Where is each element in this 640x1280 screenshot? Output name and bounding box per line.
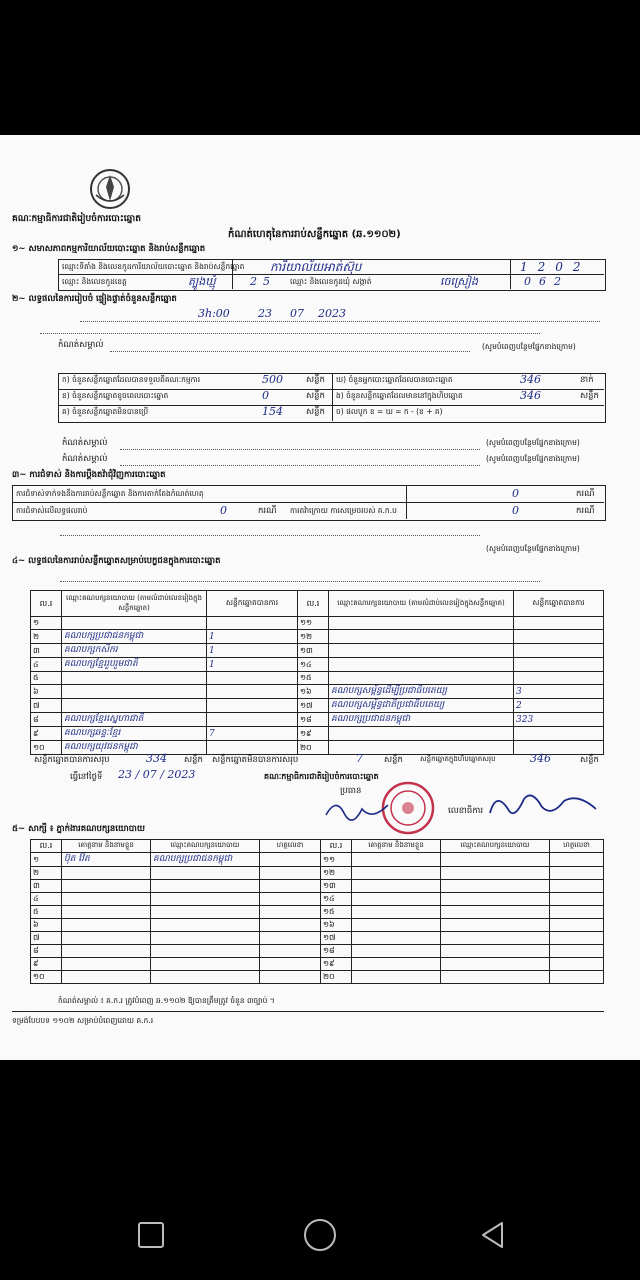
witness-name	[62, 932, 151, 945]
party-votes	[514, 630, 604, 644]
row-no: ៩	[31, 958, 62, 971]
recent-apps-button[interactable]	[138, 1222, 164, 1248]
count-value: 500	[262, 373, 283, 386]
witness-party	[151, 893, 260, 906]
witness-name: ប៊ុត វ៉ែត	[62, 853, 151, 867]
count-label: គ) ចំនួនសន្លឹកឆ្នោតមិនបានប្រើ	[62, 407, 149, 416]
count-label: ខ) ចំនួនសន្លឹកឆ្នោតខូចពេលបោះឆ្នោត	[62, 391, 169, 400]
w-col-no-left: ល.រ	[31, 840, 62, 853]
table-row	[31, 685, 604, 699]
witness-sign	[550, 880, 604, 893]
committee-small: គណៈកម្មាធិការជាតិរៀបចំការបោះឆ្នោត	[264, 772, 379, 781]
section2-title: ២~ លទ្ធផលនៃការរៀបចំ ផ្ទៀងផ្ទាត់ចំនួនសន្លឹកឆ្នោត	[12, 294, 177, 304]
party-name: គណបក្សប្រជាជនកម្ពុជា	[329, 713, 514, 727]
party-votes	[514, 644, 604, 658]
party-votes	[207, 699, 298, 713]
witness-sign	[260, 945, 321, 958]
row-no: ១៦	[298, 685, 329, 699]
row-no: ១៤	[298, 658, 329, 672]
row-no: ១៨	[321, 945, 352, 958]
count-value-right: 346	[520, 373, 541, 386]
witness-party	[441, 932, 550, 945]
party-name: គណបក្សសម្ព័ន្ធជាតិប្រជាធិបតេយ្យ	[329, 699, 514, 713]
witness-party	[441, 853, 550, 867]
witness-sign	[260, 893, 321, 906]
witness-name	[352, 958, 441, 971]
table-row	[31, 958, 604, 971]
row-no: ១១	[298, 617, 329, 630]
objection-label-1: ការជំទាស់ទាក់ទងនឹងការរាប់សន្លឹកឆ្នោត និងការតាក់តែងកំណត់ហេតុ	[16, 489, 204, 498]
objection-unit-2: ករណី	[258, 506, 277, 516]
witness-sign	[260, 971, 321, 984]
col-name-left: ឈ្មោះគណបក្សនយោបាយ (តាមលំដាប់លេខរៀងក្នុងសន្លឹកឆ្នោត)	[62, 591, 207, 617]
fill-hint-3: (សូមបំពេញបន្ថែមផ្នែកខាងក្រោម)	[486, 544, 580, 553]
home-button[interactable]	[304, 1219, 336, 1251]
province-value: ត្បូងឃ្មុំ	[188, 275, 216, 288]
party-name: គណបក្សកសិករ	[62, 644, 207, 658]
witness-party	[441, 906, 550, 919]
witness-sign	[550, 919, 604, 932]
table-row	[31, 893, 604, 906]
table-row	[31, 672, 604, 685]
witness-party: គណបក្សប្រជាជនកម្ពុជា	[151, 853, 260, 867]
total-valid-label: សន្លឹកឆ្នោតបានការសរុប	[34, 755, 110, 765]
row-no: ១៣	[321, 880, 352, 893]
form-title: កំណត់ហេតុនៃការរាប់សន្លឹកឆ្នោត (ឆ.១១០២)	[228, 229, 401, 240]
witness-sign	[260, 932, 321, 945]
party-votes: 3	[514, 685, 604, 699]
emblem-icon	[88, 167, 132, 211]
party-votes	[207, 617, 298, 630]
witness-party	[151, 932, 260, 945]
w-col-name-right: គោត្តនាម និងនាមខ្លួន	[352, 840, 441, 853]
row-no: ៩	[31, 727, 62, 741]
col-no-left: ល.រ	[31, 591, 62, 617]
party-name	[329, 617, 514, 630]
witness-name	[352, 932, 441, 945]
party-votes: 1	[207, 630, 298, 644]
table-row	[31, 617, 604, 630]
w-col-name-left: គោត្តនាម និងនាមខ្លួន	[62, 840, 151, 853]
table-row	[31, 932, 604, 945]
row-no: ៤	[31, 893, 62, 906]
row-no: ១១	[321, 853, 352, 867]
back-button[interactable]	[478, 1220, 508, 1250]
witness-name	[62, 893, 151, 906]
party-votes	[207, 672, 298, 685]
witness-party	[441, 867, 550, 880]
count-unit-right: សន្លឹក	[580, 391, 599, 401]
witness-sign	[550, 893, 604, 906]
chair-signature-icon	[322, 795, 392, 827]
party-votes	[207, 741, 298, 755]
commune-value: ចេស្រៀង	[440, 275, 478, 288]
section5-title: ៥~ សាក្សី ៖ ភ្នាក់ងារគណបក្សនយោបាយ	[12, 824, 145, 834]
count-label-right: ឃ) ចំនួនអ្នកបោះឆ្នោតដែលបានបោះឆ្នោត	[336, 375, 453, 384]
results-table	[30, 590, 604, 755]
table-row	[31, 880, 604, 893]
note-label-2b: កំណត់សម្គាល់	[62, 438, 108, 448]
witness-sign	[550, 971, 604, 984]
row-no: ១៩	[321, 958, 352, 971]
party-votes: 323	[514, 713, 604, 727]
table-row	[31, 971, 604, 984]
row-no: ២	[31, 867, 62, 880]
unit-invalid: សន្លឹក	[384, 755, 403, 765]
w-col-party-left: ឈ្មោះគណបក្សនយោបាយ	[151, 840, 260, 853]
footer-note: កំណត់សម្គាល់ ៖ គ.ក.រ ត្រូវបំពេញ ឆ.១១០២ ឱ្យបានត្រឹមត្រូវ ចំនួន ៣ច្បាប់ ។	[58, 996, 275, 1005]
witness-party	[151, 945, 260, 958]
row-no: ២	[31, 630, 62, 644]
office-value: ការិយាល័យអាត់ស៊ុប	[270, 260, 362, 274]
w-col-sign-right: ហត្ថលេខា	[550, 840, 604, 853]
count-unit: សន្លឹក	[306, 391, 325, 401]
party-name	[329, 630, 514, 644]
witness-table	[30, 839, 604, 984]
row-no: ១៥	[298, 672, 329, 685]
row-no: ១៧	[298, 699, 329, 713]
party-name: គណបក្សប្រជាជនកម្ពុជា	[62, 630, 207, 644]
table-row	[31, 741, 604, 755]
witness-name	[62, 867, 151, 880]
witness-party	[151, 958, 260, 971]
count-value-right: 346	[520, 389, 541, 402]
row-no: ៥	[31, 906, 62, 919]
date-value: 23 / 07 / 2023	[118, 768, 196, 781]
witness-sign	[550, 945, 604, 958]
unit-valid: សន្លឹក	[184, 755, 203, 765]
note-label-2: កំណត់សម្គាល់	[58, 340, 104, 350]
table-row	[31, 727, 604, 741]
party-name: គណបក្សខ្មែររួបរួមជាតិ	[62, 658, 207, 672]
party-name	[329, 672, 514, 685]
witness-sign	[550, 906, 604, 919]
objection-value-3: 0	[512, 504, 519, 517]
count-label-right: ង) ចំនួនសន្លឹកឆ្នោតដែលមាននៅក្នុងហិបឆ្នោត	[336, 391, 463, 400]
witness-party	[151, 971, 260, 984]
party-name: គណបក្សយុវជនកម្ពុជា	[62, 741, 207, 755]
witness-name	[62, 880, 151, 893]
party-name: គណបក្សឆន្ទៈខ្មែរ	[62, 727, 207, 741]
commune-code: 062	[524, 275, 569, 288]
total-box-value: 346	[530, 752, 551, 765]
party-name	[62, 617, 207, 630]
section1-title: ១~ សមាសភាពកម្មការិយាល័យបោះឆ្នោត និងរាប់សន្លឹកឆ្នោត	[12, 244, 206, 254]
date-label: ធ្វើនៅថ្ងៃទី	[70, 772, 103, 782]
year-value: 2023	[318, 307, 346, 320]
row-no: ១០	[31, 971, 62, 984]
fill-hint-2c: (សូមបំពេញបន្ថែមផ្នែកខាងក្រោម)	[486, 454, 580, 463]
table-row	[31, 906, 604, 919]
witness-name	[352, 880, 441, 893]
witness-name	[62, 919, 151, 932]
party-votes	[514, 741, 604, 755]
witness-sign	[260, 867, 321, 880]
witness-sign	[260, 958, 321, 971]
witness-sign	[260, 880, 321, 893]
witness-party	[441, 958, 550, 971]
row-no: ៤	[31, 658, 62, 672]
row-no: ៨	[31, 945, 62, 958]
witness-sign	[260, 919, 321, 932]
witness-party	[151, 880, 260, 893]
row-no: ១៨	[298, 713, 329, 727]
chair-label: ប្រធាន	[340, 786, 362, 796]
table-row	[31, 644, 604, 658]
unit-box: សន្លឹក	[580, 755, 599, 765]
row-no: ២០	[298, 741, 329, 755]
section3-title: ៣~ ការជំទាស់ និងការប្ដឹងតវ៉ាជុំវិញការបោះឆ្នោត	[12, 470, 166, 480]
witness-sign	[550, 853, 604, 867]
witness-name	[352, 853, 441, 867]
total-valid-value: 334	[146, 752, 167, 765]
party-name	[62, 685, 207, 699]
row-no: ១	[31, 853, 62, 867]
province-label: ឈ្មោះ និងលេខកូដខេត្ត	[62, 277, 127, 286]
row-no: ៧	[31, 699, 62, 713]
party-votes	[207, 713, 298, 727]
witness-name	[352, 971, 441, 984]
time-value: 3h:00	[198, 307, 230, 320]
witness-party	[441, 919, 550, 932]
witness-name	[62, 971, 151, 984]
witness-name	[352, 867, 441, 880]
witness-party	[441, 971, 550, 984]
fill-hint-2b: (សូមបំពេញបន្ថែមផ្នែកខាងក្រោម)	[486, 438, 580, 447]
table-row	[31, 630, 604, 644]
objection-label-2: ការជំទាស់លើលទ្ធផលរាប់	[16, 506, 88, 515]
witness-party	[441, 893, 550, 906]
witness-sign	[260, 906, 321, 919]
table-row	[31, 867, 604, 880]
row-no: ៣	[31, 644, 62, 658]
witness-sign	[260, 853, 321, 867]
row-no: ១៥	[321, 906, 352, 919]
witness-name	[352, 906, 441, 919]
count-label: ក) ចំនួនសន្លឹកឆ្នោតដែលបានទទួលពីគណៈកម្មការ	[62, 375, 201, 384]
row-no: ១៤	[321, 893, 352, 906]
commune-label: ឈ្មោះ និងលេខកូដឃុំ សង្កាត់	[290, 277, 372, 286]
w-col-no-right: ល.រ	[321, 840, 352, 853]
count-unit-right: នាក់	[580, 375, 594, 385]
col-votes-right: សន្លឹកឆ្នោតបានការ	[514, 591, 604, 617]
document-page	[0, 135, 640, 1060]
table-row	[31, 699, 604, 713]
witness-sign	[550, 958, 604, 971]
note-label-2c: កំណត់សម្គាល់	[62, 454, 108, 464]
witness-sign	[550, 867, 604, 880]
row-no: ១	[31, 617, 62, 630]
witness-sign	[550, 932, 604, 945]
table-row	[31, 919, 604, 932]
count-unit: សន្លឹក	[306, 375, 325, 385]
secretary-signature-icon	[484, 787, 604, 827]
w-col-sign-left: ហត្ថលេខា	[260, 840, 321, 853]
row-no: ១២	[321, 867, 352, 880]
row-no: ១២	[298, 630, 329, 644]
objection-value-1: 0	[512, 487, 519, 500]
row-no: ១៩	[298, 727, 329, 741]
table-row	[31, 658, 604, 672]
total-invalid-value: 7	[356, 752, 363, 765]
row-no: ១៣	[298, 644, 329, 658]
col-name-right: ឈ្មោះគណបក្សនយោបាយ (តាមលំដាប់លេខរៀងក្នុងសន្លឹកឆ្នោត)	[329, 591, 514, 617]
row-no: ១៦	[321, 919, 352, 932]
witness-name	[62, 958, 151, 971]
witness-name	[352, 893, 441, 906]
witness-name	[352, 919, 441, 932]
party-name: គណបក្សសម្ព័ន្ធដើម្បីប្រជាធិបតេយ្យ	[329, 685, 514, 699]
party-votes: 7	[207, 727, 298, 741]
count-unit: សន្លឹក	[306, 407, 325, 417]
party-votes: 1	[207, 658, 298, 672]
party-votes: 1	[207, 644, 298, 658]
table-row	[31, 853, 604, 867]
party-votes	[207, 685, 298, 699]
fill-hint-2: (សូមបំពេញបន្ថែមផ្នែកខាងក្រោម)	[482, 342, 576, 351]
party-votes	[514, 617, 604, 630]
office-code: 1202	[520, 260, 591, 274]
total-invalid-label: សន្លឹកឆ្នោតមិនបានការសរុប	[212, 755, 299, 765]
objection-unit-3: ករណី	[576, 506, 595, 516]
secretary-label: លេខាធិការ	[448, 806, 484, 816]
row-no: ៦	[31, 919, 62, 932]
section4-title: ៤~ លទ្ធផលនៃការរាប់សន្លឹកឆ្នោតសម្រាប់បេក្ខជនក្នុងការបោះឆ្នោត	[12, 556, 221, 566]
office-label: ឈ្មោះទីតាំង និងលេខកូដការិយាល័យបោះឆ្នោត និងរាប់សន្លឹកឆ្នោត	[62, 262, 245, 271]
count-value: 0	[262, 389, 269, 402]
witness-party	[151, 867, 260, 880]
witness-name	[352, 945, 441, 958]
day-value: 23	[258, 307, 272, 320]
party-name	[62, 699, 207, 713]
row-no: ២០	[321, 971, 352, 984]
objection-unit-1: ករណី	[576, 489, 595, 499]
party-votes	[514, 672, 604, 685]
row-no: ១៧	[321, 932, 352, 945]
row-no: ៦	[31, 685, 62, 699]
row-no: ៥	[31, 672, 62, 685]
bottom-note: ទម្រង់បែបបទ ១១០២ សម្រាប់បំពេញដោយ គ.ក.រ	[12, 1016, 154, 1025]
party-votes	[514, 727, 604, 741]
party-name	[329, 727, 514, 741]
table-row	[31, 713, 604, 727]
row-no: ៣	[31, 880, 62, 893]
count-label-right: ច) ផលបូក ខ = ឃ = ក - (ខ + គ)	[336, 407, 443, 416]
w-col-party-right: ឈ្មោះគណបក្សនយោបាយ	[441, 840, 550, 853]
table-row	[31, 945, 604, 958]
witness-name	[62, 945, 151, 958]
party-name	[329, 644, 514, 658]
party-votes	[514, 658, 604, 672]
row-no: ៨	[31, 713, 62, 727]
objection-value-2: 0	[220, 504, 227, 517]
col-votes-left: សន្លឹកឆ្នោតបានការ	[207, 591, 298, 617]
witness-party	[151, 919, 260, 932]
province-code: 25	[250, 275, 276, 288]
witness-party	[441, 880, 550, 893]
col-no-right: ល.រ	[298, 591, 329, 617]
party-name	[329, 658, 514, 672]
objection-label-3: ការតវ៉ាក្រោយ ការសម្រេចរបស់ គ.ក.ប	[290, 506, 397, 515]
party-name	[62, 672, 207, 685]
month-value: 07	[290, 307, 304, 320]
party-name: គណបក្សខ្មែរស្នេហាជាតិ	[62, 713, 207, 727]
row-no: ១០	[31, 741, 62, 755]
count-value: 154	[262, 405, 283, 418]
row-no: ៧	[31, 932, 62, 945]
witness-party	[441, 945, 550, 958]
witness-party	[151, 906, 260, 919]
witness-name	[62, 906, 151, 919]
party-votes: 2	[514, 699, 604, 713]
committee-name: គណៈកម្មាធិការជាតិរៀបចំការបោះឆ្នោត	[12, 214, 141, 224]
total-box-label: សន្លឹកឆ្នោតក្នុងហិបឆ្នោតសរុប	[420, 755, 496, 763]
